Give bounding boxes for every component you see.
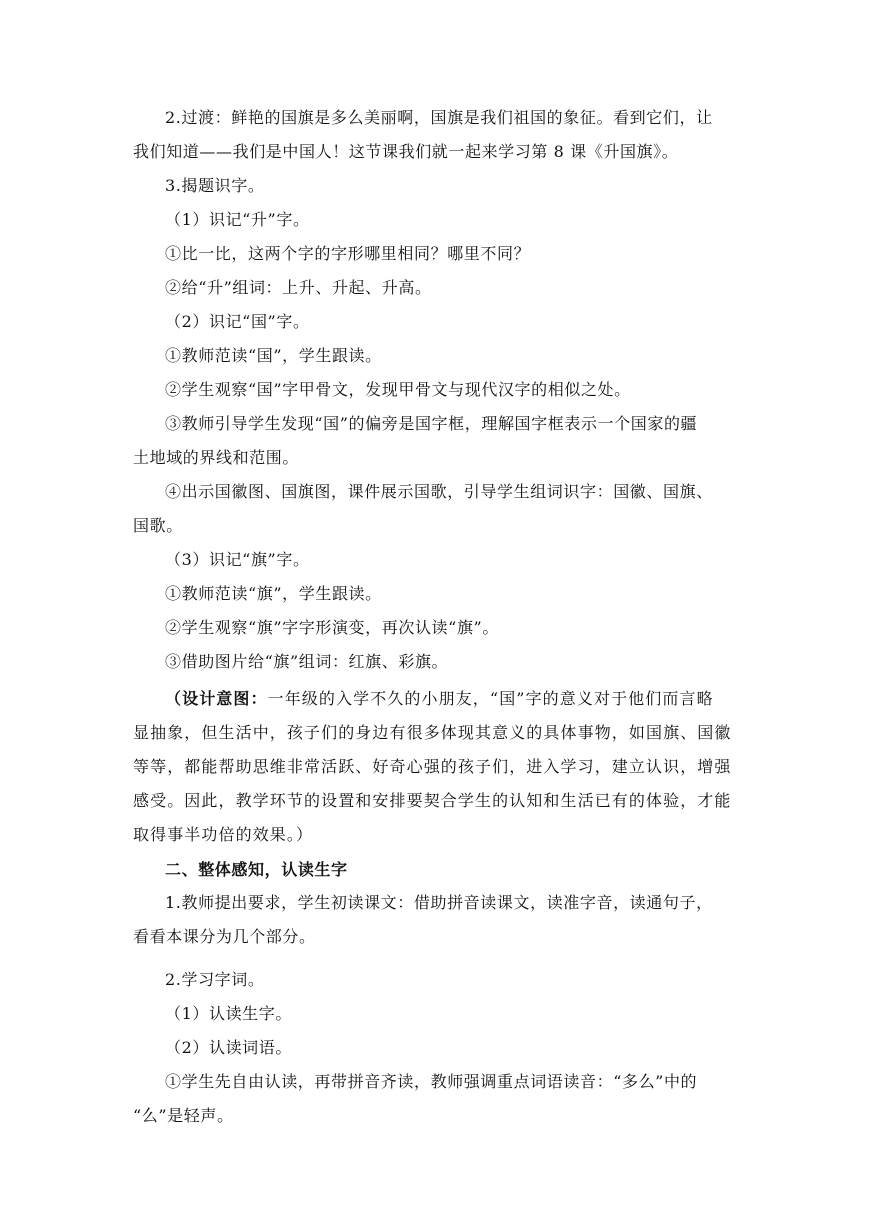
paragraph-line: “么”是轻声。 [133,1106,234,1125]
paragraph-line: 土地域的界线和范围。 [133,448,300,467]
paragraph-line: ④出示国徽图、国旗图，课件展示国歌，引导学生组词识字：国徽、国旗、 [165,482,713,501]
paragraph-line: ②给“升”组词：上升、升起、升高。 [165,278,432,297]
paragraph-line: （1）认读生字。 [165,1004,292,1023]
design-intent-text: 一年级的入学不久的小朋友，“国”字的意义对于他们而言略 [267,689,714,708]
design-intent-line: 取得事半功倍的效果。） [133,825,314,844]
design-intent-line: 感受。因此，教学环节的设置和安排要契合学生的认知和生活已有的体验，才能 [133,791,732,810]
design-intent-line: 等等，都能帮助思维非常活跃、好奇心强的孩子们，进入学习，建立认识，增强 [133,757,732,776]
design-intent-first-line [165,689,714,709]
section-heading: 二、整体感知，认读生字 [165,860,348,879]
paragraph-line: 2.学习字词。 [165,970,265,989]
paragraph-line: ③借助图片给“旗”组词：红旗、彩旗。 [165,652,449,671]
paragraph-line: 国歌。 [133,516,183,535]
paragraph-line: ①教师范读“国”，学生跟读。 [165,346,382,365]
paragraph-line: （2）认读词语。 [165,1038,292,1057]
paragraph-line: 我们知道——我们是中国人！这节课我们就一起来学习第 8 课《升国旗》。 [133,142,679,161]
paragraph-line: （3）识记“旗”字。 [165,550,310,569]
paragraph-line: ②学生观察“国”字甲骨文，发现甲骨文与现代汉字的相似之处。 [165,380,631,399]
paragraph-line: （2）识记“国”字。 [165,312,310,331]
paragraph-line: ①教师范读“旗”，学生跟读。 [165,584,382,603]
design-intent-label: （设计意图： [165,689,268,708]
paragraph-line: （1）识记“升”字。 [165,210,310,229]
paragraph-line: ①学生先自由认读，再带拼音齐读，教师强调重点词语读音：“多么”中的 [165,1072,698,1091]
paragraph-line: 3.揭题识字。 [165,176,265,195]
paragraph-line: ②学生观察“旗”字字形演变，再次认读“旗”。 [165,618,499,637]
paragraph-line: 2.过渡：鲜艳的国旗是多么美丽啊，国旗是我们祖国的象征。看到它们，让 [165,108,713,127]
paragraph-line: ①比一比，这两个字的字形哪里相同？哪里不同？ [165,244,531,263]
paragraph-line: 看看本课分为几个部分。 [133,927,316,946]
design-intent-line: 显抽象，但生活中，孩子们的身边有很多体现其意义的具体事物，如国旗、国徽 [133,723,732,742]
paragraph-line: 1.教师提出要求，学生初读课文：借助拼音读课文，读准字音，读通句子， [165,893,713,912]
paragraph-line: ③教师引导学生发现“国”的偏旁是国字框，理解国字框表示一个国家的疆 [165,414,698,433]
